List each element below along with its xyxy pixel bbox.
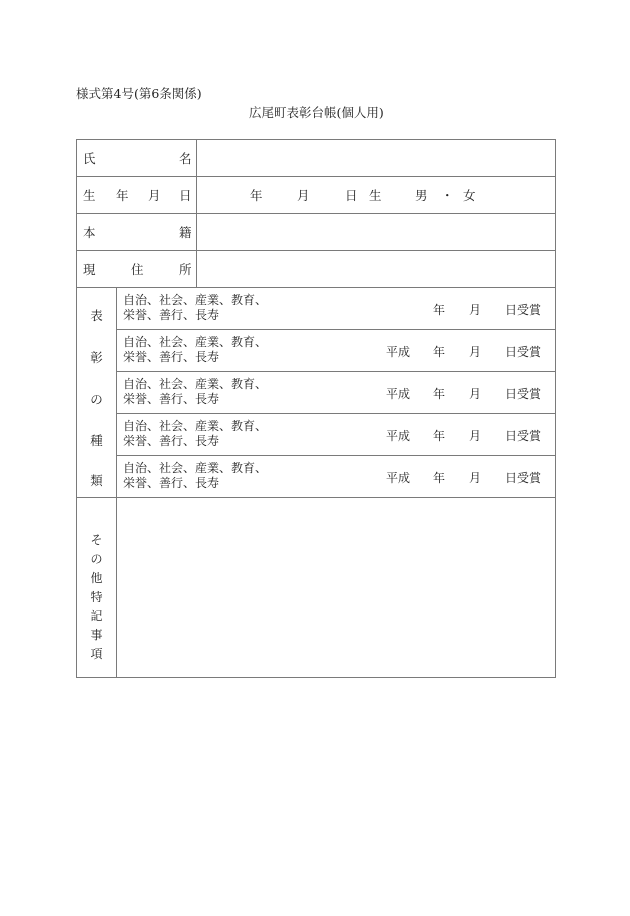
month-label: 月: [469, 303, 482, 317]
month-label: 月: [297, 188, 310, 203]
form-title: 広尾町表彰台帳(個人用): [249, 105, 384, 120]
name-field[interactable]: [197, 140, 555, 176]
month-label: 月: [469, 387, 482, 401]
form-reference: 様式第4号(第6条関係): [76, 86, 202, 101]
birthdate-row: [77, 177, 555, 214]
era-label: 平成: [386, 471, 411, 485]
award-row[interactable]: [117, 372, 555, 414]
address-row: [77, 251, 555, 288]
gender-male[interactable]: 男: [415, 188, 428, 203]
day-awarded-label: 日受賞: [505, 387, 542, 401]
era-label: 平成: [386, 429, 411, 443]
month-label: 月: [469, 429, 482, 443]
award-type-options[interactable]: 自治、社会、産業、教育、 栄誉、善行、長寿: [123, 461, 268, 490]
award-type-options[interactable]: 自治、社会、産業、教育、 栄誉、善行、長寿: [123, 419, 268, 448]
domicile-row: [77, 214, 555, 251]
year-label: 年: [433, 429, 446, 443]
birthdate-field[interactable]: [197, 177, 555, 213]
year-label: 年: [433, 345, 446, 359]
day-awarded-label: 日受賞: [505, 345, 542, 359]
era-label: 平成: [386, 345, 411, 359]
award-row[interactable]: [117, 456, 555, 498]
month-label: 月: [469, 471, 482, 485]
other-remarks-label: そ の 他 特 記 事 項: [77, 498, 117, 677]
gender-separator: ・: [441, 188, 454, 203]
domicile-label: 本 籍: [77, 214, 197, 250]
award-row[interactable]: [117, 414, 555, 456]
day-awarded-label: 日受賞: [505, 303, 542, 317]
address-field[interactable]: [197, 251, 555, 287]
month-label: 月: [469, 345, 482, 359]
award-type-options[interactable]: 自治、社会、産業、教育、 栄誉、善行、長寿: [123, 377, 268, 406]
award-row[interactable]: [117, 288, 555, 330]
address-label: 現 住 所: [77, 251, 197, 287]
day-awarded-label: 日受賞: [505, 471, 542, 485]
name-row: [77, 140, 555, 177]
gender-female[interactable]: 女: [463, 188, 476, 203]
year-label: 年: [433, 471, 446, 485]
birthdate-label: 生 年 月 日: [77, 177, 197, 213]
day-awarded-label: 日受賞: [505, 429, 542, 443]
award-row[interactable]: [117, 330, 555, 372]
day-label: 日: [345, 188, 358, 203]
year-label: 年: [433, 303, 446, 317]
year-label: 年: [433, 387, 446, 401]
domicile-field[interactable]: [197, 214, 555, 250]
award-types-label: 表 彰 の 種 類: [77, 288, 117, 498]
other-remarks-field[interactable]: [117, 498, 555, 677]
born-label: 生: [369, 188, 382, 203]
registry-table: [76, 139, 556, 678]
award-type-options[interactable]: 自治、社会、産業、教育、 栄誉、善行、長寿: [123, 293, 268, 322]
era-label: 平成: [386, 387, 411, 401]
name-label: 氏 名: [77, 140, 197, 176]
award-type-options[interactable]: 自治、社会、産業、教育、 栄誉、善行、長寿: [123, 335, 268, 364]
year-label: 年: [250, 188, 263, 203]
